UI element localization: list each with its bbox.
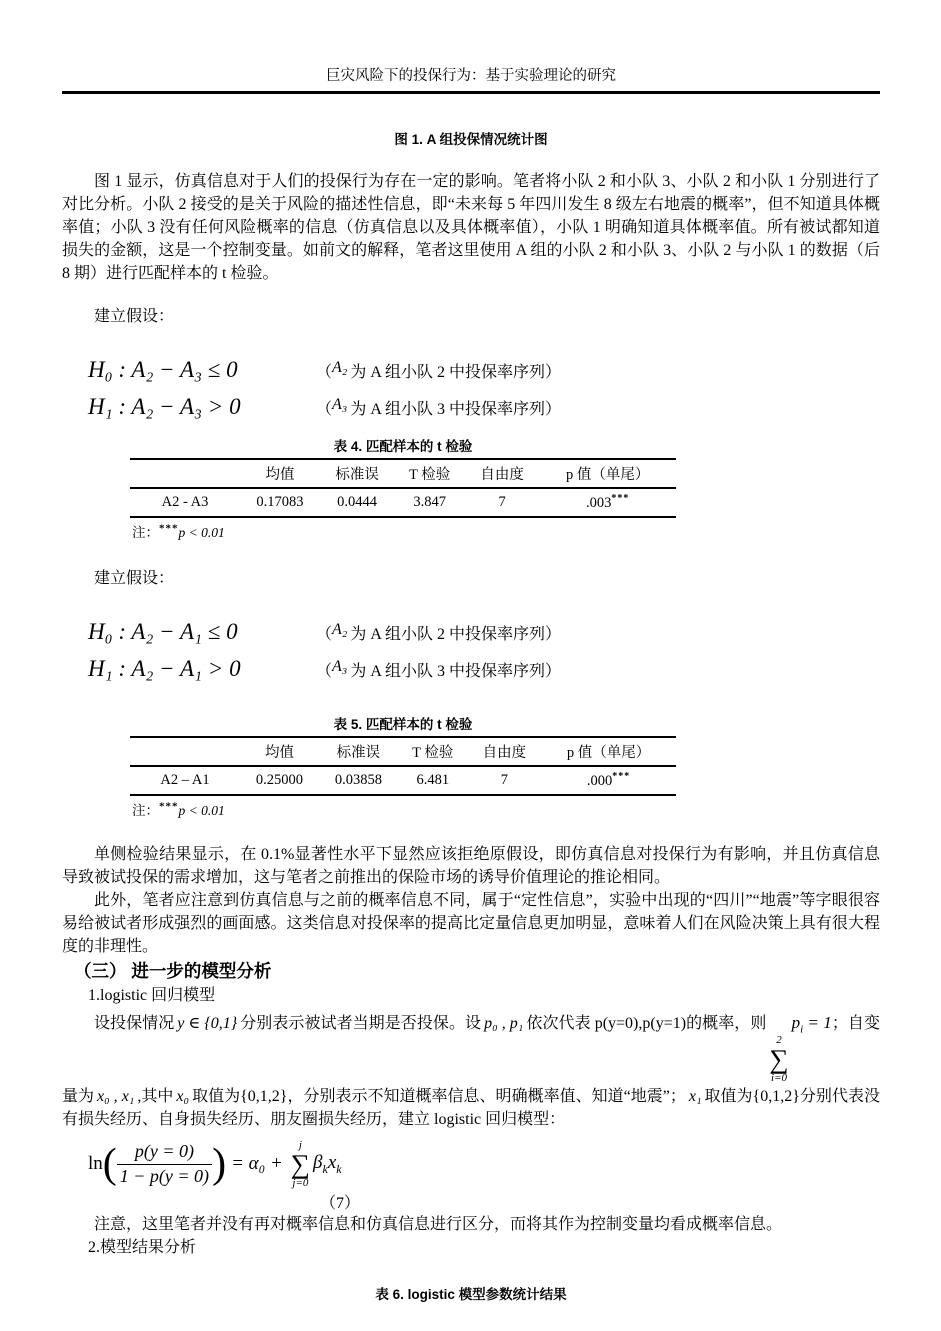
p-value: .000 (586, 772, 613, 789)
variable-symbol: x (327, 1151, 337, 1173)
fraction (117, 1140, 212, 1188)
sum-lower-limit: i=0 (771, 1072, 788, 1085)
table5-header-row (130, 737, 676, 766)
table4-caption: 表 4. 匹配样本的 t 检验 (333, 439, 473, 454)
equation-number: （7） (320, 1194, 361, 1212)
fraction-numerator: p(y = 0) (134, 1141, 194, 1162)
ln-function: ln (88, 1153, 103, 1175)
hypothesis-row-h1 (88, 653, 880, 685)
table-header-cell: 均值 (265, 467, 295, 483)
table-cell: 0.17083 (256, 494, 304, 510)
table6-caption: 表 6. logistic 模型参数统计结果 (375, 1286, 567, 1302)
h0-formula: H₀ : A₂ − A₁ ≤ 0 (88, 619, 238, 644)
hypothesis-row-h1 (88, 391, 880, 423)
beta-x-term (313, 1152, 342, 1177)
hypothesis-block-2 (88, 616, 880, 685)
math-x0-x1: x₀ , x₁ (97, 1087, 135, 1105)
h0-note (316, 621, 561, 644)
table4-data-row (130, 488, 676, 517)
text-fragment: 为 A 组小队 3 中投保率序列） (350, 400, 562, 418)
text-fragment: ； (831, 1015, 848, 1032)
text-fragment: 取值为{0,1,2}，分别表示不知道概率信息、明确概率值、知道“地震”； (192, 1087, 686, 1105)
table-header-cell (130, 459, 240, 488)
table-cell: 6.481 (416, 772, 450, 788)
text-fragment: p < 0.01 (178, 803, 225, 818)
paragraph-figure1-discussion: 图 1 显示，仿真信息对于人们的投保行为存在一定的影响。笔者将小队 2 和小队 3、小队 2 和小队 1 分别进行了对比分析。小队 2 接受的是关于风险的描述性信息，即“未来每 5 年四川发生 8 级左右地震的概率”，但不知道具体概率值；小队 3 没有任何风险概率的信息（仿真信息以及具体概率值），小队 1 明确知道具体概率值。所有被试都知道损失的金额，这是一个控制变量。如前文的解释，笔者这里使用 A 组的小队 2 和小队 3、小队 2 与小队 1 的数据（后 8 期）进行匹配样本的 t 检验。 (62, 173, 880, 282)
table-cell (539, 488, 676, 517)
table5-caption: 表 5. 匹配样本的 t 检验 (333, 717, 473, 732)
math-p0-p1: p₀ , p₁ (484, 1015, 524, 1032)
table5-block (130, 713, 676, 819)
section-heading-3: （三） 进一步的模型分析 (74, 961, 272, 981)
table-cell: 7 (500, 772, 509, 788)
table5-data-row (130, 766, 676, 795)
text-fragment: （ (316, 625, 333, 643)
significance-stars: *** (159, 800, 179, 813)
table4 (130, 458, 676, 518)
text-fragment: p < 0.01 (178, 525, 225, 540)
subsection-logistic-model: 1.logistic 回归模型 (88, 987, 216, 1004)
table-cell: 3.847 (413, 494, 446, 510)
text-fragment: 为 A 组小队 3 中投保率序列） (350, 662, 562, 680)
text-fragment: 注： (132, 525, 159, 540)
subscript: k (322, 1161, 328, 1176)
variable-symbol: A₂ (332, 620, 348, 638)
math-x1: x₁ (688, 1087, 702, 1105)
text-fragment: （ (316, 400, 333, 418)
hypothesis-row-h0 (88, 616, 880, 648)
h0-formula: H₀ : A₂ − A₃ ≤ 0 (88, 357, 238, 382)
summation-body (791, 1013, 832, 1036)
variable-symbol: A₃ (332, 657, 348, 675)
running-title: 巨灾风险下的投保行为：基于实验理论的研究 (326, 68, 616, 84)
significance-stars: *** (159, 522, 179, 535)
equals-alpha-term: = α₀ + (231, 1153, 283, 1175)
text-fragment: 设投保情况 (94, 1015, 175, 1032)
text-fragment: 为 A 组小队 2 中投保率序列） (350, 625, 562, 643)
subscript: i (800, 1023, 804, 1036)
hypothesis-block-1 (88, 354, 880, 423)
fraction-denominator: 1 − p(y = 0) (117, 1164, 212, 1188)
text-fragment: （ (316, 662, 333, 680)
table-header-cell (130, 737, 240, 766)
math-y-domain: y ∈ {0,1} (177, 1015, 238, 1032)
table-header-cell: p 值（单尾） (565, 467, 650, 483)
variable-symbol: p (791, 1013, 801, 1032)
table-cell: 0.03858 (334, 772, 382, 788)
table-header-cell: p 值（单尾） (566, 745, 651, 761)
table-header-cell: T 检验 (409, 467, 451, 483)
text-fragment: 依次代表 p(y=0),p(y=1)的概率，则 (526, 1015, 767, 1032)
table-cell: 7 (498, 494, 506, 510)
text-fragment: 为 A 组小队 2 中投保率序列） (350, 363, 562, 381)
table-cell: 0.0444 (337, 494, 378, 510)
summation-symbol (291, 1139, 310, 1190)
text-fragment: 自变量为 (62, 1015, 880, 1105)
variable-symbol: β (313, 1151, 323, 1173)
table-cell: A2 – A1 (160, 772, 210, 788)
text-fragment: （ (316, 363, 333, 381)
table5 (130, 736, 676, 796)
h1-formula: H₁ : A₂ − A₃ > 0 (88, 394, 241, 419)
figure1-caption: 图 1. A 组投保情况统计图 (394, 132, 548, 147)
table-cell: A2 - A3 (161, 494, 209, 510)
table4-header-row (130, 459, 676, 488)
formula-7: ln ( $\frac{p(y = 0)}{1 - p(y = 0)}$ ) = α₀ + j ∑ j=0 $\beta_kx_k$ (88, 1138, 342, 1190)
h1-note (316, 396, 561, 419)
p-value: .003 (585, 494, 612, 511)
table-cell: 0.25000 (255, 772, 304, 788)
table-header-cell: 标准误 (336, 745, 381, 761)
table-header-cell: T 检验 (412, 745, 454, 761)
table-header-cell: 均值 (264, 745, 294, 761)
subscript: k (336, 1161, 342, 1176)
table-header-cell: 自由度 (480, 467, 524, 483)
sum-upper-limit: 2 (776, 1034, 782, 1046)
significance-stars: *** (611, 493, 630, 505)
text-fragment: ,其中 (137, 1087, 174, 1105)
table5-note (132, 799, 676, 819)
variable-symbol: A₃ (332, 395, 348, 413)
hypothesis-row-h0 (88, 354, 880, 386)
text-fragment: 注： (132, 803, 159, 818)
paragraph-test-result: 单侧检验结果显示，在 0.1%显著性水平下显然应该拒绝原假设，即仿真信息对投保行为有影响，并且仿真信息导致被试投保的需求增加，这与笔者之前推出的保险市场的诱导价值理论的推论相同。 (62, 846, 880, 886)
h1-note (316, 658, 561, 681)
text-fragment: 分别表示被试者当期是否投保。设 (240, 1015, 482, 1032)
h0-note (316, 359, 561, 382)
significance-stars: *** (612, 771, 631, 783)
sum-lower-limit: j=0 (292, 1177, 309, 1190)
paragraph-qualitative-info: 此外，笔者应注意到仿真信息与之前的概率信息不同，属于“定性信息”，实验中出现的“四川”“地震”等字眼很容易给被试者形成强烈的画面感。这类信息对投保率的提高比定量信息更加明显，意味着人们在风险决策上具有很大程度的非理性。 (62, 892, 880, 955)
hypothesis-label-1: 建立假设： (94, 308, 175, 325)
sigma-glyph: ∑ (769, 1043, 789, 1074)
variable-symbol: A₂ (332, 358, 348, 376)
table-header-cell: 自由度 (482, 745, 527, 761)
table4-note (132, 521, 676, 541)
paragraph-logistic-setup (62, 1011, 880, 1131)
page-header (62, 0, 880, 94)
text-fragment: = 1 (807, 1013, 832, 1032)
hypothesis-label-2: 建立假设： (94, 570, 175, 587)
table-cell (541, 766, 676, 795)
subsection-model-results: 2.模型结果分析 (88, 1238, 197, 1256)
table-header-cell: 标准误 (335, 467, 379, 483)
h1-formula: H₁ : A₂ − A₁ > 0 (88, 656, 241, 681)
sum-upper-limit: j (298, 1138, 302, 1151)
summation-symbol (769, 1034, 788, 1085)
sigma-glyph: ∑ (290, 1148, 311, 1179)
math-x0: x₀ (176, 1087, 190, 1105)
table4-block (130, 435, 676, 541)
text-fragment: 取值为{0,1,2}分别代表没有损失经历、自身损失经历、朋友圈损失经历，建立 logistic 回归模型： (62, 1087, 880, 1128)
paragraph-note-control: 注意，这里笔者并没有再对概率信息和仿真信息进行区分，而将其作为控制变量均看成概率信息。 (94, 1215, 783, 1233)
